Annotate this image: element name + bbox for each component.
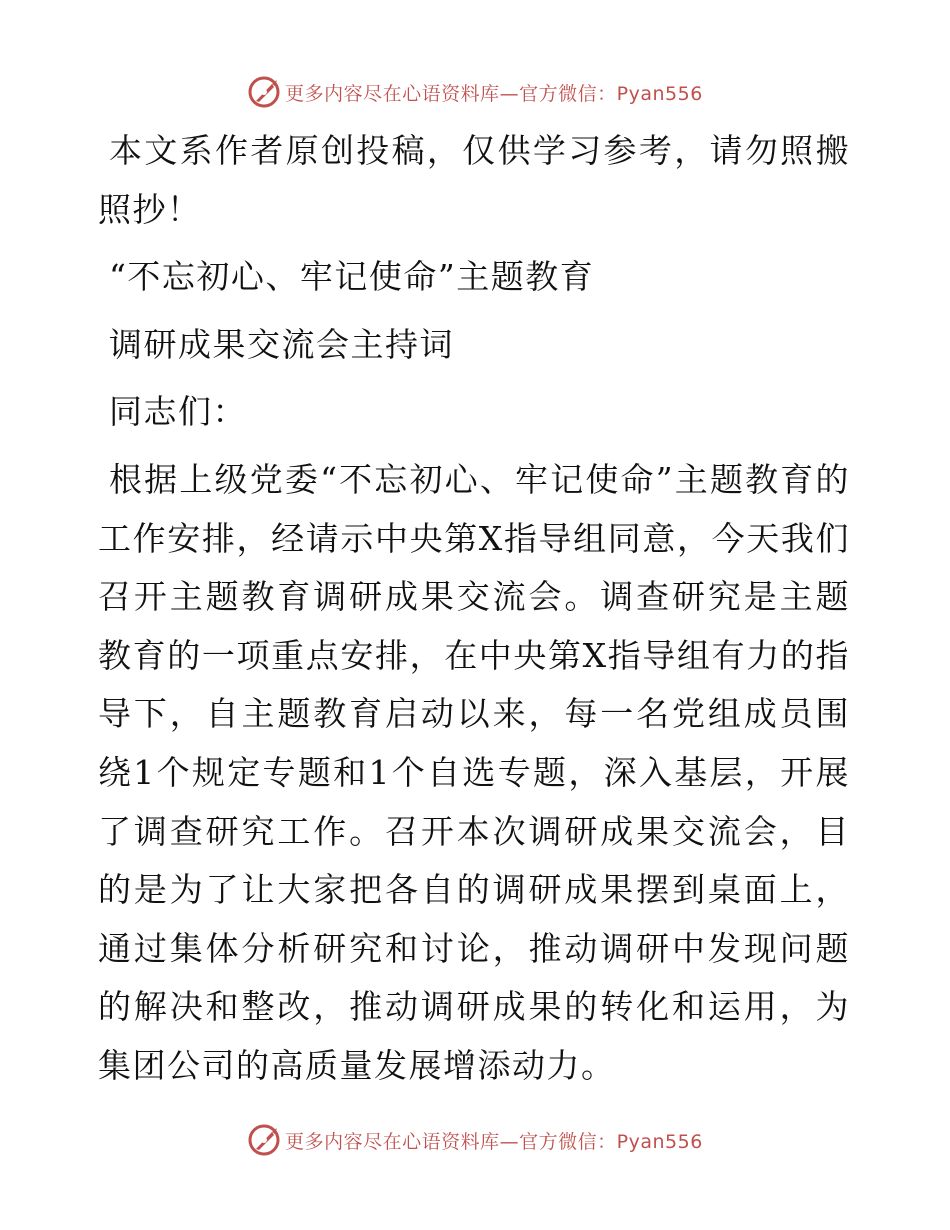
quill-pen-logo-icon	[247, 75, 281, 109]
copyright-notice: 本文系作者原创投稿，仅供学习参考，请勿照搬照抄！	[98, 131, 850, 229]
footer-banner-content	[247, 1123, 703, 1157]
document-body	[98, 122, 850, 1096]
document-title-line-2: 调研成果交流会主持词	[109, 324, 454, 364]
header-banner-content	[247, 75, 703, 109]
header-banner-text: 更多内容尽在心语资料库—官方微信：Pyan556	[285, 82, 703, 105]
quill-pen-logo-icon	[247, 1123, 281, 1157]
salutation: 同志们：	[109, 392, 247, 432]
footer-banner	[0, 1120, 950, 1160]
footer-banner-text: 更多内容尽在心语资料库—官方微信：Pyan556	[285, 1130, 703, 1153]
body-paragraph: 根据上级党委“不忘初心、牢记使命”主题教育的工作安排，经请示中央第X指导组同意，今天我们召开主题教育调研成果交流会。调查研究是主题教育的一项重点安排，在中央第X指导组有力的指导下，自主题教育启动以来，每一名党组成员围绕1个规定专题和1个自选专题，深入基层，开展了调查研究工作。召开本次调研成果交流会，目的是为了让大家把各自的调研成果摆到桌面上，通过集体分析研究和讨论，推动调研中发现问题的解决和整改，推动调研成果的转化和运用，为集团公司的高质量发展增添动力。	[98, 459, 850, 1085]
document-title-line-1: “不忘初心、牢记使命”主题教育	[109, 257, 595, 297]
header-banner	[0, 72, 950, 112]
